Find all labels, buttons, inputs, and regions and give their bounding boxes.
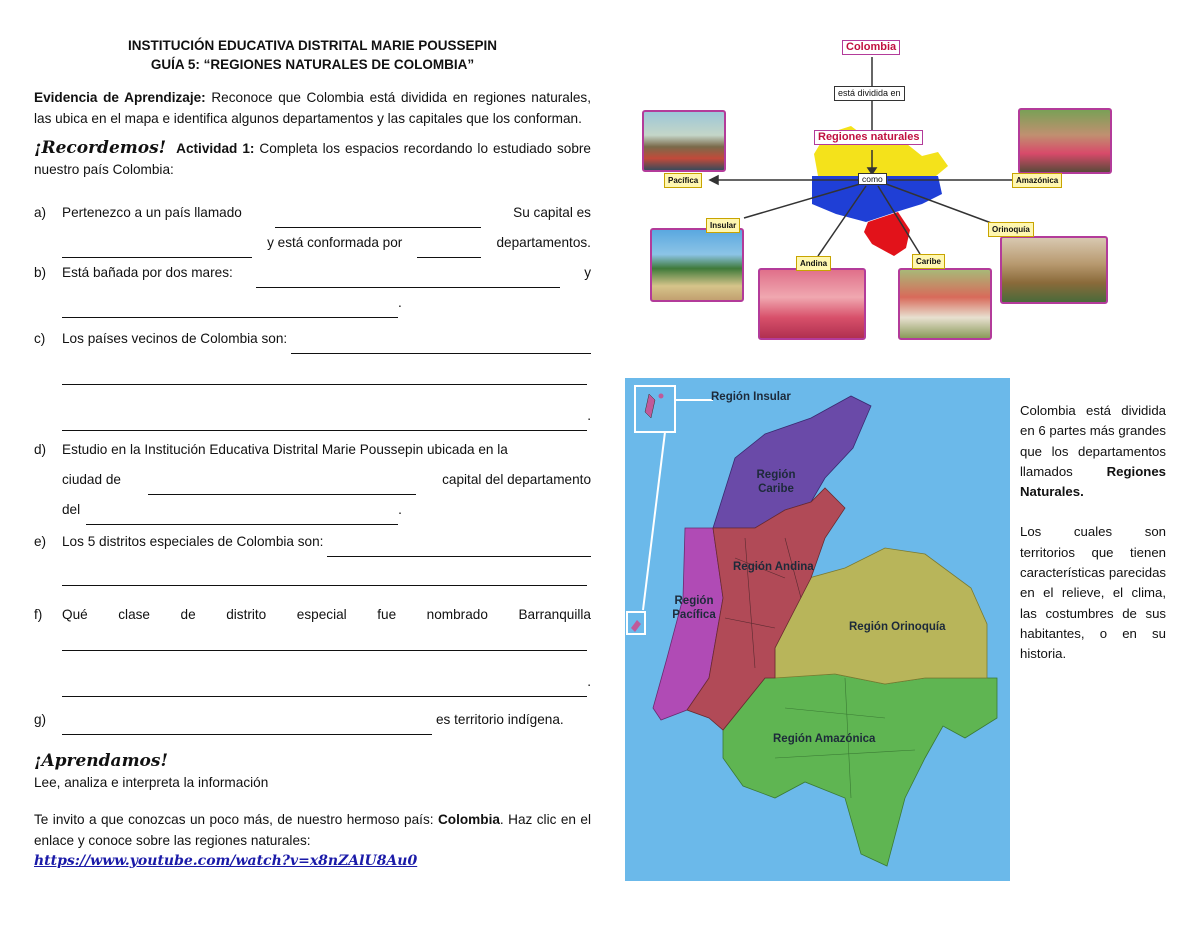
insular-photo bbox=[650, 228, 744, 302]
regions-map bbox=[625, 378, 1010, 881]
concept-caribe: Caribe bbox=[912, 254, 945, 269]
answer-blank-department[interactable] bbox=[86, 512, 398, 525]
invite-text: Te invito a que conozcas un poco más, de nuestro hermoso país: bbox=[34, 812, 438, 827]
question-text: Pertenezco a un país llamado bbox=[62, 205, 242, 220]
description-bold: Regiones Naturales. bbox=[1020, 463, 1166, 500]
question-c: c) Los países vecinos de Colombia son: . bbox=[34, 324, 591, 431]
answer-line[interactable] bbox=[62, 638, 587, 651]
question-g bbox=[34, 705, 591, 735]
concept-pacifica: Pacífica bbox=[664, 173, 702, 188]
invite-text: . Haz clic en el enlace y conoce sobre las regiones naturales: bbox=[34, 812, 591, 848]
question-text: y bbox=[584, 265, 591, 280]
question-letter: a) bbox=[34, 205, 47, 220]
question-f: f) Qué clase de distrito especial fue nombrado Barranquilla . bbox=[34, 600, 591, 697]
regions-description bbox=[1020, 401, 1166, 665]
question-text: y está conformada por bbox=[267, 235, 403, 250]
pacifica-photo bbox=[642, 110, 726, 172]
label-caribe: Región Caribe bbox=[756, 469, 796, 495]
concept-regiones: Regiones naturales bbox=[814, 130, 923, 145]
question-letter: g) bbox=[34, 712, 47, 727]
label-pacifica: Región Pacífica bbox=[672, 595, 716, 621]
evidence-text: Reconoce que Colombia está dividida en regiones naturales, las ubica en el mapa e identifica algunos departamentos y las capitales que los conforman. bbox=[34, 90, 591, 126]
question-text: Estudio en la Institución Educativa Distrital Marie Poussepin ubicada en la bbox=[62, 442, 508, 457]
answer-line[interactable] bbox=[62, 372, 587, 385]
regions-map-graphic bbox=[625, 378, 1010, 881]
concept-insular: Insular bbox=[706, 218, 740, 233]
answer-blank-indigenous[interactable] bbox=[62, 722, 432, 735]
school-title: INSTITUCIÓN EDUCATIVA DISTRITAL MARIE POUSSEPIN bbox=[127, 38, 497, 53]
question-d: d) Estudio en la Institución Educativa Distrital Marie Poussepin ubicada en la ciudad de capital del departamento del . bbox=[34, 435, 591, 525]
description-paragraph-2: Los cuales son territorios que tienen características parecidas en el relieve, el clima, las costumbres de sus habitantes, o en su historia. bbox=[1020, 524, 1166, 662]
answer-blank-sea1[interactable] bbox=[256, 275, 560, 288]
question-text: ciudad de bbox=[62, 472, 121, 487]
concept-orinoquia: Orinoquía bbox=[988, 222, 1034, 237]
question-b: b) Está bañada por dos mares: y . bbox=[34, 258, 591, 318]
answer-line[interactable] bbox=[62, 573, 587, 586]
guide-title: GUÍA 5: “REGIONES NATURALES DE COLOMBIA” bbox=[150, 57, 475, 72]
video-link[interactable]: https://www.youtube.com/watch?v=x8nZAlU8Au0 bbox=[34, 853, 418, 869]
question-e bbox=[34, 527, 591, 586]
answer-line[interactable] bbox=[62, 684, 587, 697]
aprendamos-title: ¡Aprendamos! bbox=[34, 751, 168, 771]
concept-colombia: Colombia bbox=[842, 40, 900, 55]
question-text: departamentos. bbox=[496, 235, 591, 250]
answer-blank-districts[interactable] bbox=[327, 544, 591, 557]
question-letter: b) bbox=[34, 265, 47, 280]
aprendamos-invite bbox=[34, 810, 591, 851]
recordemos-heading: ¡Recordemos! bbox=[34, 138, 167, 158]
concept-link-como: como bbox=[858, 173, 887, 185]
answer-blank-city[interactable] bbox=[148, 482, 416, 495]
orinoquia-photo bbox=[1000, 236, 1108, 304]
description-paragraph-1 bbox=[1020, 401, 1166, 502]
answer-blank-sea2[interactable] bbox=[62, 305, 398, 318]
label-insular: Región Insular bbox=[711, 391, 791, 403]
question-letter: d) bbox=[34, 442, 47, 457]
andina-photo bbox=[758, 268, 866, 340]
question-a bbox=[34, 198, 591, 258]
evidence-label: Evidencia de Aprendizaje: bbox=[34, 90, 206, 105]
question-text: Está bañada por dos mares: bbox=[62, 265, 233, 280]
caribe-photo bbox=[898, 268, 992, 340]
learning-evidence bbox=[34, 88, 591, 129]
question-letter: f) bbox=[34, 607, 43, 622]
amazonica-photo bbox=[1018, 108, 1112, 174]
concept-link-divided: está dividida en bbox=[834, 86, 905, 101]
answer-blank-capital[interactable] bbox=[62, 245, 252, 258]
answer-blank-departments[interactable] bbox=[417, 245, 481, 258]
activity-intro bbox=[34, 138, 591, 180]
activity-label: Actividad 1: bbox=[176, 141, 255, 156]
activity-text: Completa los espacios recordando lo estudiado sobre nuestro país Colombia: bbox=[34, 141, 591, 177]
label-orinoquia: Región Orinoquía bbox=[849, 621, 946, 633]
question-text: Su capital es bbox=[513, 205, 591, 220]
concept-amazonica: Amazónica bbox=[1012, 173, 1062, 188]
question-text: Los 5 distritos especiales de Colombia son: bbox=[62, 534, 324, 549]
question-text: es territorio indígena. bbox=[436, 712, 564, 727]
aprendamos-intro: Lee, analiza e interpreta la información bbox=[34, 774, 269, 790]
answer-line[interactable] bbox=[62, 418, 587, 431]
invite-bold: Colombia bbox=[437, 812, 500, 827]
question-text: Los países vecinos de Colombia son: bbox=[62, 331, 288, 346]
description-text: Colombia está dividida en 6 partes más grandes que los departamentos llamados bbox=[1020, 403, 1166, 479]
label-amazonica: Región Amazónica bbox=[773, 733, 876, 745]
question-letter: c) bbox=[34, 331, 46, 346]
label-andina: Región Andina bbox=[733, 561, 814, 573]
answer-blank-neighbors[interactable] bbox=[291, 341, 591, 354]
worksheet-column bbox=[34, 36, 591, 872]
answer-blank-country[interactable] bbox=[275, 215, 481, 228]
question-text: capital del departamento bbox=[442, 472, 591, 487]
question-text: Qué clase de distrito especial fue nombrado Barranquilla bbox=[62, 607, 591, 622]
concept-map bbox=[636, 34, 1112, 344]
question-text: del bbox=[62, 502, 81, 517]
question-letter: e) bbox=[34, 534, 47, 549]
aprendamos-heading bbox=[34, 751, 591, 773]
concept-andina: Andina bbox=[796, 256, 831, 271]
